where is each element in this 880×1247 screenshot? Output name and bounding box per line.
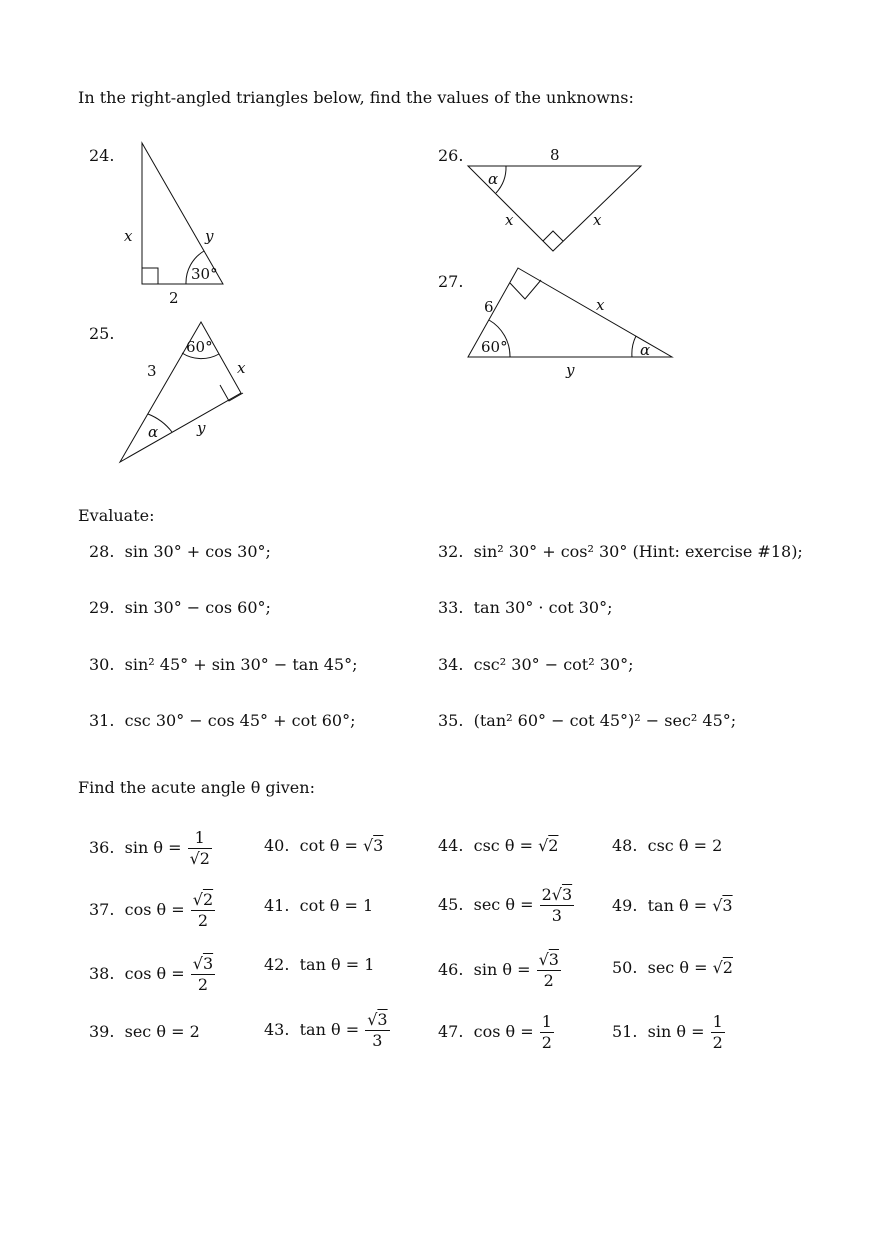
triangle-figures [0,0,880,500]
fraction: $\frac{√3}{3}$ [367,1010,388,1050]
answer-value: √2 [538,836,559,855]
evaluate-item-32: 32. sin² 30° + cos² 30° (Hint: exercise #18); [438,542,803,561]
acute-item-45: 45. sec θ = $\frac{2√3}{3}$ [438,885,575,926]
problem-24-number: 24. [89,146,115,165]
acute-item-46: 46. sin θ = $\frac{√3}{2}$ [438,950,562,991]
answer-value: 1 [364,955,375,974]
evaluate-item-35: 35. (tan² 60° − cot 45°)² − sec² 45°; [438,711,737,730]
label-24-base: 2 [169,289,179,307]
acute-item-47: 47. cos θ = $\frac{1}{2}$ [438,1012,555,1053]
answer-value: 1 [362,896,374,915]
label-26-alpha: α [488,170,499,188]
acute-item-41: 41. cot θ = 1 [264,896,374,915]
acute-item-48: 48. csc θ = 2 [612,836,723,855]
angle-arc-right-27 [632,336,636,357]
answer-value [539,885,576,925]
acute-item-51: 51. sin θ = $\frac{1}{2}$ [612,1012,726,1053]
evaluate-heading: Evaluate: [78,506,155,525]
evaluate-item-28: 28. sin 30° + cos 30°; [89,542,271,561]
label-25-angle-top: 60° [186,338,213,356]
acute-item-50: 50. sec θ = √2 [612,958,733,977]
answer-value: √2 [712,958,733,977]
intro-text: In the right-angled triangles below, find the values of the unknowns: [78,88,634,107]
label-26-top: 8 [550,146,560,164]
triangle-24 [142,143,223,284]
evaluate-item-33: 33. tan 30° · cot 30°; [438,598,613,617]
acute-item-38: 38. cos θ = $\frac{√3}{2}$ [89,954,216,995]
label-25-y: y [197,419,206,437]
problem-27-number: 27. [438,272,464,291]
label-25-side-a: 3 [147,362,157,380]
evaluate-item-34: 34. csc² 30° − cot² 30°; [438,655,634,674]
evaluate-item-30: 30. sin² 45° + sin 30° − tan 45°; [89,655,358,674]
answer-value [190,890,216,930]
fraction: $\frac{√3}{2}$ [192,954,214,994]
label-27-x: x [596,296,605,314]
label-24-y: y [205,227,214,245]
label-25-x: x [237,359,246,377]
label-24-x: x [124,227,133,245]
fraction: $\frac{√3}{2}$ [538,950,559,990]
right-angle-mark-24 [142,268,158,284]
problem-25-number: 25. [89,324,115,343]
fraction: $\frac{2√3}{3}$ [541,885,573,925]
acute-item-42: 42. tan θ = 1 [264,955,375,974]
label-27-side-6: 6 [484,298,494,316]
acute-item-37: 37. cos θ = $\frac{√2}{2}$ [89,890,216,931]
answer-value: √3 [712,896,733,915]
acute-item-44: 44. csc θ = √2 [438,836,559,855]
acute-item-40: 40. cot θ = √3 [264,836,384,855]
fraction: $\frac{1}{√2}$ [189,828,210,868]
label-27-alpha: α [640,341,651,359]
fraction: $\frac{1}{2}$ [541,1012,552,1052]
label-24-angle: 30° [191,265,218,283]
label-27-angle-60: 60° [481,338,508,356]
triangle-25 [120,322,241,462]
evaluate-item-31: 31. csc 30° − cos 45° + cot 60°; [89,711,356,730]
acute-item-43: 43. tan θ = $\frac{√3}{3}$ [264,1010,391,1051]
answer-value [539,1012,555,1052]
right-angle-mark-26 [543,231,563,241]
answer-value [364,1010,390,1050]
label-25-alpha: α [148,423,159,441]
answer-value [187,828,213,868]
label-26-x-right: x [593,211,602,229]
acute-item-49: 49. tan θ = √3 [612,896,733,915]
answer-value: 2 [189,1022,200,1041]
evaluate-item-29: 29. sin 30° − cos 60°; [89,598,271,617]
label-26-x-left: x [505,211,514,229]
answer-value [710,1012,726,1052]
answer-value: 2 [712,836,723,855]
answer-value: √3 [362,836,384,855]
acute-item-36: 36. sin θ = $\frac{1}{√2}$ [89,828,213,869]
fraction: $\frac{1}{2}$ [712,1012,723,1052]
answer-value [190,954,216,994]
acute-heading: Find the acute angle θ given: [78,778,315,797]
acute-item-39: 39. sec θ = 2 [89,1022,200,1041]
answer-value [536,950,562,990]
label-27-y: y [566,361,575,379]
problem-26-number: 26. [438,146,464,165]
right-angle-mark-27 [510,280,541,299]
fraction: $\frac{√2}{2}$ [192,890,214,930]
